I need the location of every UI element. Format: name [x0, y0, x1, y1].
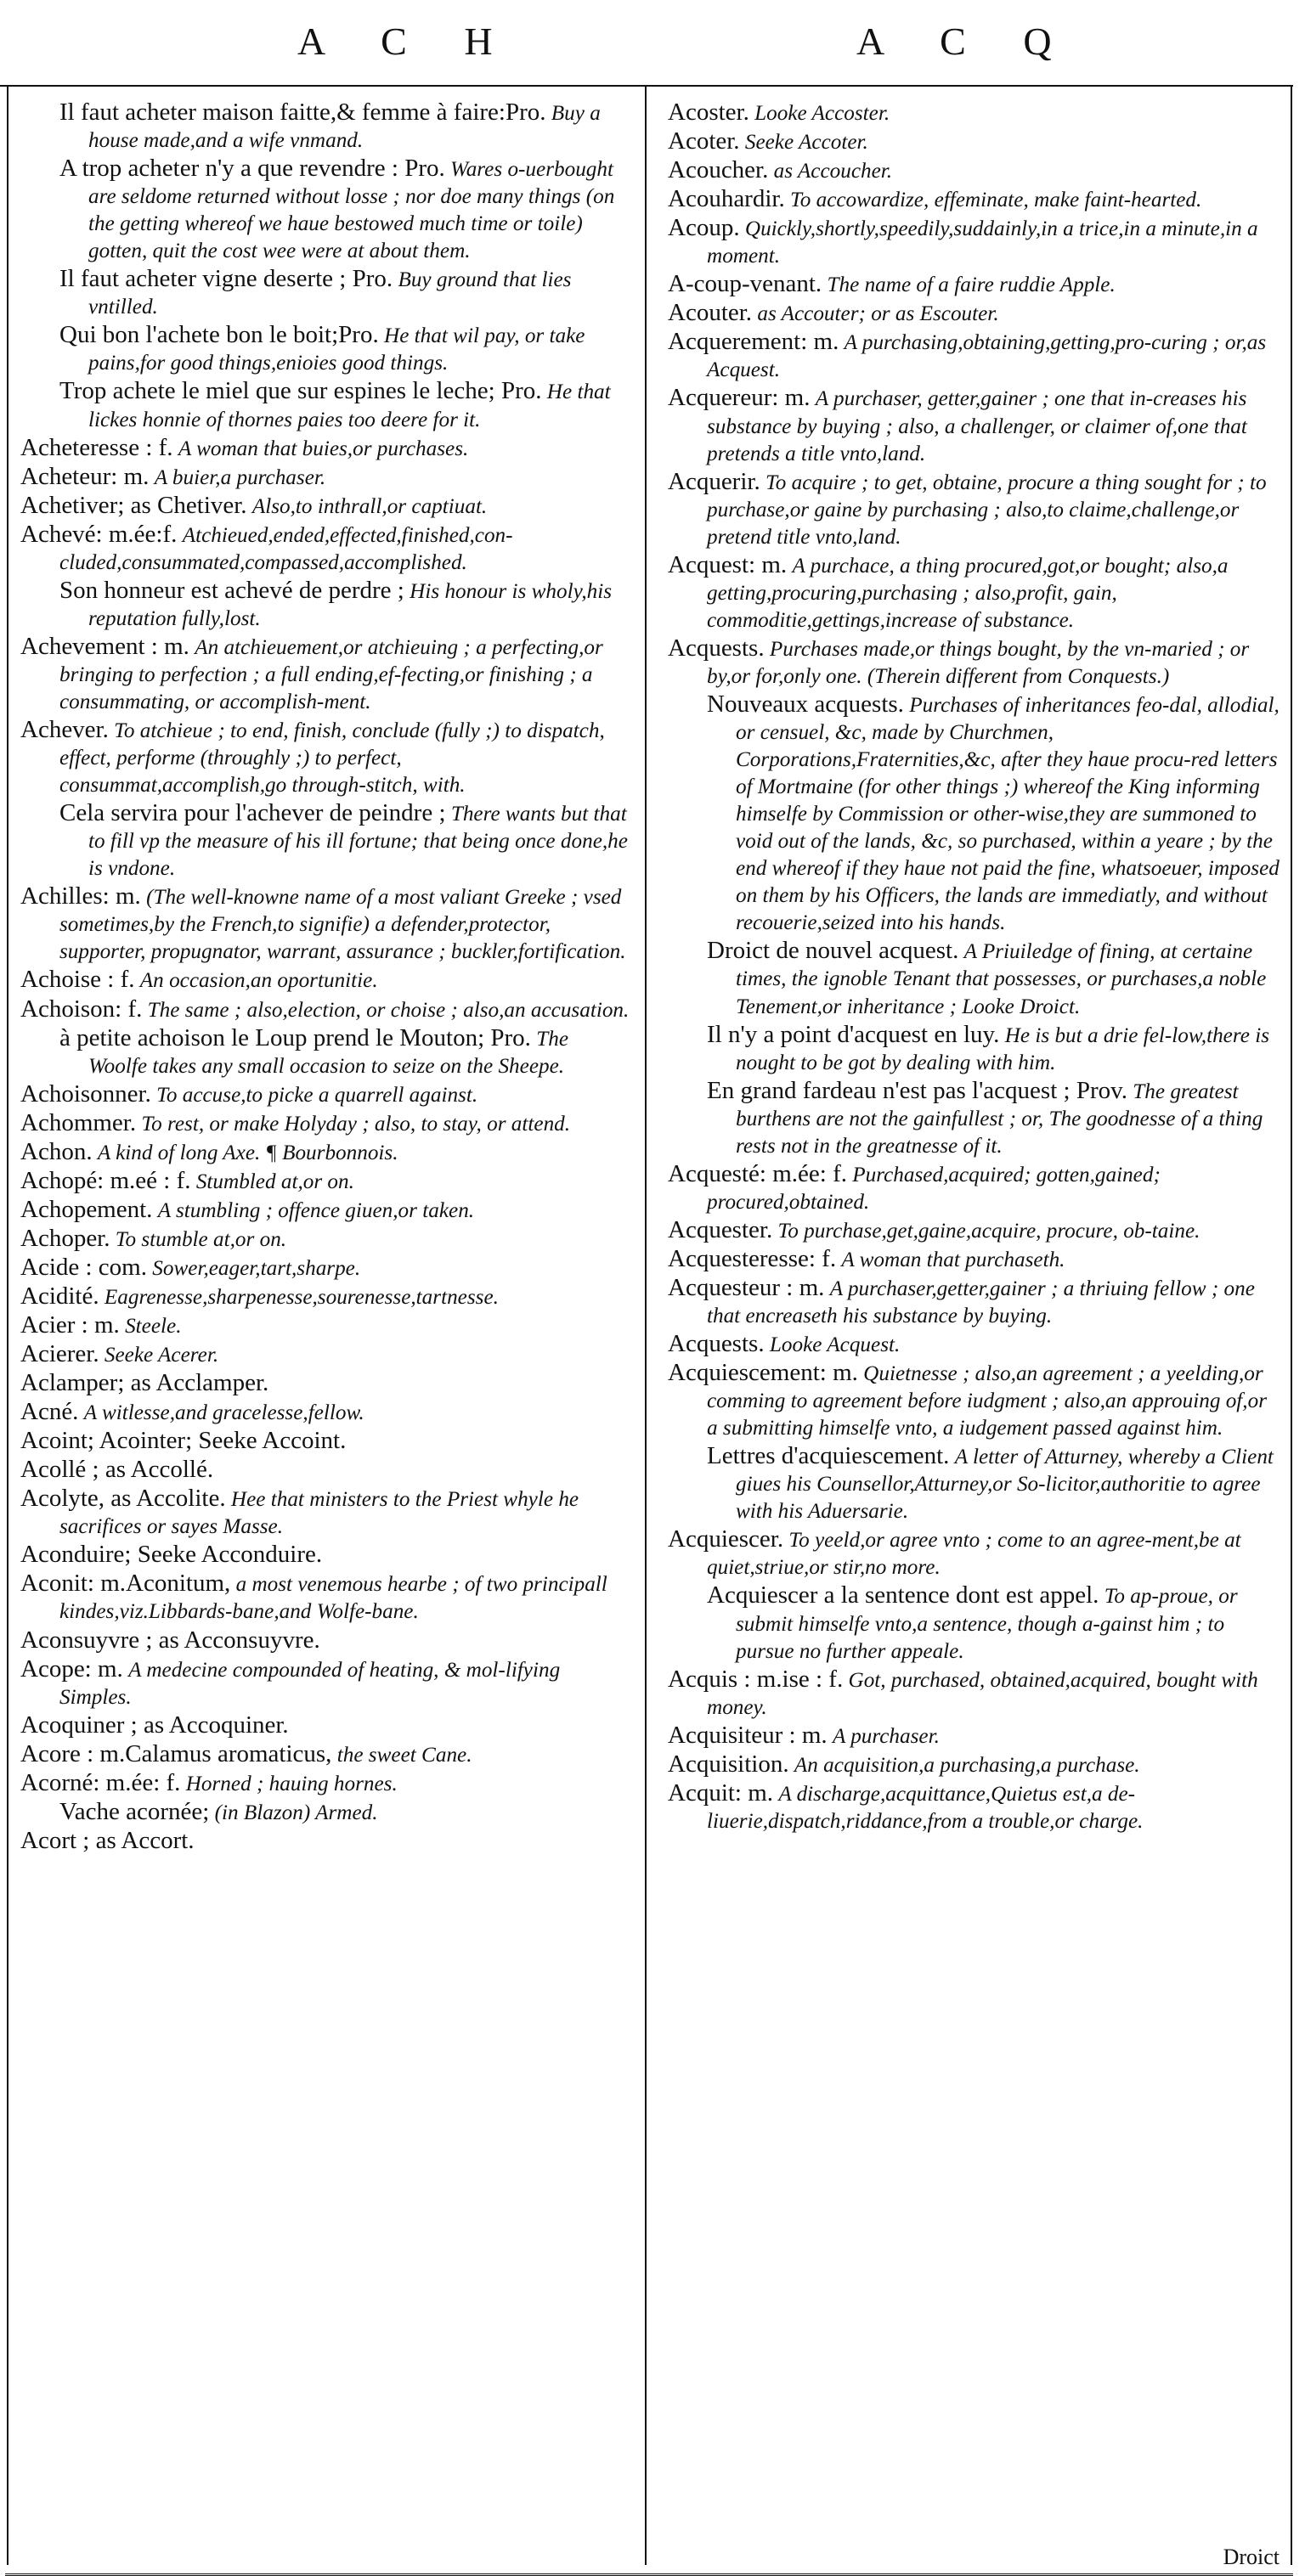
- definition: A Priuiledge of fining, at certaine times, the ignoble Tenant that possesses, or purchases,a noble Tenement,or inheritance ; Looke Droict.: [736, 940, 1267, 1018]
- dictionary-entry: [20, 1740, 632, 1769]
- definition: An atchieuement,or atchieuing ; a perfecting,or bringing to perfection ; a full ending,ef-fecting,or finishing ; a consummating, or accomplish-ment.: [59, 635, 603, 713]
- definition: Seeke Accoter.: [744, 131, 868, 155]
- definition: Sower,eager,tart,sharpe.: [152, 1256, 361, 1280]
- definition: Wares o-uerbought are seldome returned without losse ; nor doe many things (on the getting whereof we haue bestowed much time or toile) gotten, quit the cost wee were at about them.: [88, 158, 615, 263]
- definition: A medecine compounded of heating, & mol-lifying Simples.: [59, 1658, 561, 1709]
- definition: A purchaser, getter,gainer ; one that in-creases his substance by buying ; also, a challenger, or claimer of,one that pretends a title vnto,land.: [707, 387, 1247, 465]
- headword: En grand fardeau n'est pas l'acquest ; Prov.: [707, 1076, 1127, 1104]
- definition: To stumble at,or on.: [115, 1227, 287, 1251]
- definition: To atchieue ; to end, finish, conclude (fully ;) to dispatch, effect, performe (throughly ;) to perfect, consummat,accomplish,go through-stitch, with.: [59, 719, 605, 798]
- headword: Acolyte, as Accolite.: [20, 1485, 226, 1513]
- dictionary-entry: [668, 634, 1280, 691]
- dictionary-entry: [20, 1827, 632, 1856]
- definition: A purchasing,obtaining,getting,pro-curing ; or,as Acquest.: [707, 331, 1267, 382]
- headword: Acquis : m.ise : f.: [668, 1665, 844, 1693]
- dictionary-entry: [20, 1570, 632, 1626]
- definition: The greatest burthens are not the gainfullest ; or, The goodnesse of a thing rests not in the greatnesse of it.: [736, 1079, 1263, 1158]
- sub-entry: [668, 937, 1280, 1020]
- headword: Acquesté: m.ée: f.: [668, 1159, 847, 1187]
- headword: Lettres d'acquiescement.: [707, 1442, 950, 1470]
- headword: Achommer.: [20, 1108, 137, 1136]
- headword: Achoper.: [20, 1224, 110, 1252]
- dictionary-entry: [20, 1311, 632, 1340]
- sub-entry: [20, 1024, 632, 1080]
- dictionary-entry: [20, 1282, 632, 1311]
- dictionary-entry: [668, 1525, 1280, 1581]
- dictionary-entry: [20, 1456, 632, 1485]
- headword: Acoter.: [668, 127, 740, 155]
- dictionary-entry: [20, 1369, 632, 1398]
- definition: Horned ; hauing hornes.: [185, 1772, 398, 1795]
- headword: Acierer.: [20, 1340, 99, 1368]
- dictionary-entry: [668, 1160, 1280, 1216]
- dictionary-entry: [20, 1225, 632, 1254]
- headword: Aconsuyvre ; as Acconsuyvre.: [20, 1626, 320, 1654]
- sub-entry: [668, 1077, 1280, 1160]
- headword: Il n'y a point d'acquest en luy.: [707, 1020, 1000, 1048]
- definition: A kind of long Axe. ¶ Bourbonnois.: [97, 1141, 398, 1164]
- dictionary-entry: [20, 1196, 632, 1225]
- definition: His honour is wholy,his reputation fully,lost.: [88, 579, 613, 630]
- definition: There wants but that to fill vp the measure of his ill fortune; that being once done,he is vndone.: [88, 803, 628, 881]
- dictionary-entry: [20, 1769, 632, 1798]
- headword: Acquesteur : m.: [668, 1273, 825, 1301]
- definition: To accowardize, effeminate, make faint-hearted.: [790, 189, 1202, 212]
- dictionary-entry: [20, 633, 632, 716]
- sub-entry: [668, 691, 1280, 937]
- headword: Achopement.: [20, 1195, 153, 1223]
- running-head-right: A C Q: [856, 20, 1076, 63]
- definition: (The well-knowne name of a most valiant Greeke ; vsed sometimes,by the French,to signifie) a defender,protector, supporter, propugnator, warrant, assurance ; buckler,fortification.: [59, 886, 626, 964]
- headword: Achevé: m.ée:f.: [20, 520, 178, 548]
- sub-entry: [20, 99, 632, 155]
- definition: Quietnesse ; also,an agreement ; a yeelding,or comming to agreement before iudgment ; also,an approuing of,or a submitting himselfe vnto, a iudgement passed against him.: [707, 1362, 1267, 1440]
- definition: a most venemous hearbe ; of two principall kindes,viz.Libbards-bane,and Wolfe-bane.: [59, 1573, 607, 1624]
- definition: Seeke Acerer.: [104, 1344, 219, 1367]
- headword: Achevement : m.: [20, 632, 189, 660]
- definition: Got, purchased, obtained,acquired, bought with money.: [707, 1668, 1258, 1719]
- left-column: [20, 99, 632, 1856]
- dictionary-entry: [668, 214, 1280, 270]
- headword: Achon.: [20, 1137, 93, 1165]
- dictionary-entry: [668, 270, 1280, 299]
- headword: Achopé: m.eé : f.: [20, 1166, 191, 1194]
- headword: Acoucher.: [668, 156, 769, 184]
- definition: He that wil pay, or take pains,for good things,enioies good things.: [88, 324, 585, 375]
- definition: A stumbling ; offence giuen,or taken.: [157, 1198, 475, 1222]
- definition: Stumbled at,or on.: [195, 1170, 354, 1193]
- headword: Acouhardir.: [668, 185, 785, 213]
- dictionary-entry: [20, 1711, 632, 1740]
- headword: Achilles: m.: [20, 882, 141, 910]
- headword: Acorné: m.ée: f.: [20, 1768, 181, 1796]
- dictionary-entry: [668, 1359, 1280, 1442]
- headword: à petite achoison le Loup prend le Mouton; Pro.: [59, 1023, 531, 1051]
- definition: Looke Accoster.: [754, 102, 890, 125]
- dictionary-entry: [668, 328, 1280, 384]
- headword: Acoup.: [668, 214, 740, 242]
- dictionary-entry: [20, 1398, 632, 1427]
- headword: Acquiescement: m.: [668, 1359, 858, 1387]
- definition: Buy ground that lies vntilled.: [88, 268, 572, 319]
- headword: A trop acheter n'y a que revendre : Pro.: [59, 155, 445, 183]
- definition: as Accoucher.: [773, 160, 893, 183]
- headword: Acollé ; as Accollé.: [20, 1456, 214, 1484]
- dictionary-entry: [20, 1109, 632, 1138]
- dictionary-entry: [668, 185, 1280, 214]
- dictionary-entry: [20, 716, 632, 799]
- definition: An occasion,an oportunitie.: [139, 969, 378, 993]
- dictionary-entry: [668, 1245, 1280, 1274]
- definition: A letter of Atturney, whereby a Client giues his Counsellor,Atturney,or So-licitor,authoritie to agree with his Aduersarie.: [736, 1446, 1274, 1524]
- definition: An acquisition,a purchasing,a purchase.: [794, 1753, 1140, 1777]
- headword: Acort ; as Accort.: [20, 1826, 195, 1854]
- right-border: [1291, 85, 1292, 2565]
- dictionary-entry: [20, 966, 632, 995]
- definition: Eagrenesse,sharpenesse,sourenesse,tartnesse.: [104, 1285, 499, 1309]
- headword: Achoise : f.: [20, 966, 135, 994]
- definition: To rest, or make Holyday ; also, to stay, or attend.: [141, 1112, 571, 1136]
- definition: Purchases made,or things bought, by the vn-maried ; or by,or for,only one. (Therein different from Conquests.): [707, 637, 1250, 688]
- headword: Aclamper; as Acclamper.: [20, 1369, 269, 1397]
- headword: Acquisiteur : m.: [668, 1721, 828, 1749]
- definition: Buy a house made,and a wife vnmand.: [88, 102, 601, 153]
- definition: To ap-proue, or submit himselfe vnto,a sentence, though a-gainst him ; to pursue no further appeale.: [736, 1585, 1238, 1663]
- definition: Purchases of inheritances feo-dal, allodial, or censuel, &c, made by Churchmen, Corporations,Fraternities,&c, after they haue procu-red letters of Mortmaine (for other things ;) whereof the King informing himselfe by Commission or other-wise,they are summoned to void out of the lands, &c, so purchased, within a yeare ; by the end whereof if they haue not paid the fine, whatsoeuer, imposed on them by his Officers, the lands are immediatly, and without recouerie,seized into his hands.: [736, 693, 1280, 935]
- sub-entry: [20, 155, 632, 265]
- dictionary-entry: [668, 1666, 1280, 1722]
- headword: Acquest: m.: [668, 550, 788, 578]
- dictionary-entry: [20, 1541, 632, 1570]
- headword: Acquerement: m.: [668, 328, 839, 356]
- definition: A discharge,acquittance,Quietus est,a de-liuerie,dispatch,riddance,from a trouble,or charge.: [707, 1782, 1144, 1833]
- dictionary-entry: [20, 492, 632, 521]
- headword: Acouter.: [668, 299, 753, 327]
- dictionary-entry: [668, 1274, 1280, 1330]
- headword: Nouveaux acquests.: [707, 690, 904, 718]
- headword: Acquit: m.: [668, 1778, 774, 1807]
- headword: Il faut acheter vigne deserte ; Pro.: [59, 265, 393, 293]
- sub-entry: [668, 1442, 1280, 1525]
- definition: Looke Acquest.: [769, 1333, 901, 1357]
- sub-entry: [20, 265, 632, 321]
- headword: Acquests.: [668, 634, 765, 662]
- definition: Also,to inthrall,or captiuat.: [251, 494, 488, 518]
- dictionary-entry: [20, 521, 632, 577]
- headword: Vache acornée;: [59, 1797, 210, 1825]
- dictionary-entry: [20, 463, 632, 492]
- dictionary-entry: [668, 384, 1280, 467]
- headword: Aconduire; Seeke Acconduire.: [20, 1541, 323, 1569]
- dictionary-entry: [668, 99, 1280, 127]
- dictionary-entry: [20, 1427, 632, 1456]
- dictionary-entry: [20, 1167, 632, 1196]
- headword: Acquester.: [668, 1215, 773, 1243]
- dictionary-entry: [20, 1655, 632, 1711]
- dictionary-entry: [668, 127, 1280, 156]
- definition: Hee that ministers to the Priest whyle he sacrifices or sayes Masse.: [59, 1488, 579, 1539]
- left-border: [7, 85, 8, 2565]
- dictionary-entry: [668, 551, 1280, 634]
- sub-entry: [20, 799, 632, 882]
- definition: Steele.: [125, 1315, 182, 1339]
- dictionary-entry: [20, 434, 632, 463]
- definition: A witlesse,and gracelesse,fellow.: [83, 1401, 364, 1425]
- headword: Acquereur: m.: [668, 384, 811, 412]
- headword: A-coup-venant.: [668, 270, 822, 298]
- definition: The name of a faire ruddie Apple.: [827, 273, 1116, 297]
- dictionary-entry: [668, 299, 1280, 328]
- running-head-left: A C H: [297, 20, 517, 63]
- definition: The same ; also,election, or choise ; also,an accusation.: [147, 998, 630, 1022]
- definition: A purchaser,getter,gainer ; a thriuing fellow ; one that encreaseth his substance by buying.: [707, 1277, 1255, 1328]
- headword: Acquerir.: [668, 467, 760, 495]
- definition: A purchaser.: [832, 1724, 940, 1748]
- headword: Aconit: m.Aconitum,: [20, 1570, 231, 1598]
- headword: Son honneur est achevé de perdre ;: [59, 576, 404, 604]
- headword: Il faut acheter maison faitte,& femme à faire:Pro.: [59, 99, 546, 126]
- definition: To acquire ; to get, obtaine, procure a thing sought for ; to purchase,or gaine by purchasing ; also,to claime,challenge,or pretend title vnto,land.: [707, 471, 1267, 549]
- definition: To yeeld,or agree vnto ; come to an agree-ment,be at quiet,striue,or stir,no more.: [707, 1529, 1241, 1580]
- headword: Acquiescer.: [668, 1525, 784, 1553]
- headword: Acquests.: [668, 1330, 765, 1358]
- column-divider: [645, 85, 647, 2565]
- dictionary-entry: [668, 1330, 1280, 1359]
- definition: as Accouter; or as Escouter.: [757, 302, 999, 326]
- headword: Acquisition.: [668, 1750, 789, 1778]
- headword: Acope: m.: [20, 1654, 123, 1683]
- catchword: Droict: [1223, 2545, 1280, 2569]
- definition: To accuse,to picke a quarrell against.: [156, 1083, 478, 1107]
- definition: To purchase,get,gaine,acquire, procure, ob-taine.: [777, 1219, 1200, 1243]
- headword: Acheteur: m.: [20, 462, 150, 490]
- dictionary-entry: [668, 1750, 1280, 1779]
- dictionary-entry: [20, 1080, 632, 1109]
- headword: Acidité.: [20, 1282, 99, 1310]
- headword: Droict de nouvel acquest.: [707, 937, 959, 965]
- headword: Acoint; Acointer; Seeke Accoint.: [20, 1427, 347, 1455]
- headword: Cela servira pour l'achever de peindre ;: [59, 799, 446, 827]
- sub-entry: [20, 377, 632, 433]
- sub-entry: [668, 1021, 1280, 1077]
- definition: Atchieued,ended,effected,finished,con-cluded,consummated,compassed,accomplished.: [59, 523, 513, 574]
- dictionary-entry: [668, 468, 1280, 551]
- headword: Achoison: f.: [20, 995, 143, 1023]
- headword: Acore : m.Calamus aromaticus,: [20, 1739, 332, 1767]
- dictionary-entry: [668, 1779, 1280, 1835]
- headword: Trop achete le miel que sur espines le leche; Pro.: [59, 377, 542, 405]
- headword: Achetiver; as Chetiver.: [20, 491, 247, 519]
- headword: Achoisonner.: [20, 1079, 151, 1108]
- definition: Purchased,acquired; gotten,gained; procured,obtained.: [707, 1163, 1161, 1214]
- sub-entry: [20, 321, 632, 377]
- headword: Acide : com.: [20, 1253, 147, 1281]
- definition: A woman that buies,or purchases.: [178, 437, 469, 460]
- sub-entry: [20, 577, 632, 633]
- definition: A woman that purchaseth.: [841, 1248, 1065, 1271]
- definition: Quickly,shortly,speedily,suddainly,in a trice,in a minute,in a moment.: [707, 217, 1258, 268]
- right-column: [668, 99, 1280, 1835]
- dictionary-entry: [20, 882, 632, 966]
- dictionary-entry: [668, 1216, 1280, 1245]
- definition: He that lickes honnie of thornes paies too deere for it.: [88, 380, 611, 431]
- dictionary-entry: [668, 156, 1280, 185]
- definition: the sweet Cane.: [336, 1743, 472, 1767]
- dictionary-entry: [20, 1626, 632, 1655]
- dictionary-entry: [20, 1254, 632, 1282]
- headword: Acoster.: [668, 99, 749, 126]
- definition: A purchace, a thing procured,got,or bought; also,a getting,procuring,purchasing ; also,profit, gain, commoditie,gettings,increase of substance.: [707, 554, 1229, 632]
- headword: Acier : m.: [20, 1311, 120, 1339]
- headword: Acquesteresse: f.: [668, 1244, 837, 1272]
- headword: Achever.: [20, 716, 109, 744]
- dictionary-entry: [20, 1485, 632, 1541]
- dictionary-entry: [668, 1722, 1280, 1750]
- dictionary-entry: [20, 1138, 632, 1167]
- header-rule: [0, 85, 1293, 87]
- definition: He is but a drie fel-low,there is nought to be got by dealing with him.: [736, 1023, 1270, 1074]
- sub-entry: [20, 1798, 632, 1827]
- sub-entry: [668, 1581, 1280, 1665]
- headword: Qui bon l'achete bon le boit;Pro.: [59, 321, 379, 349]
- headword: Acoquiner ; as Accoquiner.: [20, 1711, 289, 1739]
- headword: Acquiescer a la sentence dont est appel.: [707, 1581, 1099, 1609]
- dictionary-entry: [20, 1340, 632, 1369]
- definition: A buier,a purchaser.: [154, 465, 326, 489]
- definition: The Woolfe takes any small occasion to seize on the Sheepe.: [88, 1027, 568, 1078]
- definition: (in Blazon) Armed.: [214, 1801, 378, 1824]
- dictionary-entry: [20, 995, 632, 1024]
- headword: Acné.: [20, 1398, 79, 1426]
- headword: Acheteresse : f.: [20, 433, 173, 461]
